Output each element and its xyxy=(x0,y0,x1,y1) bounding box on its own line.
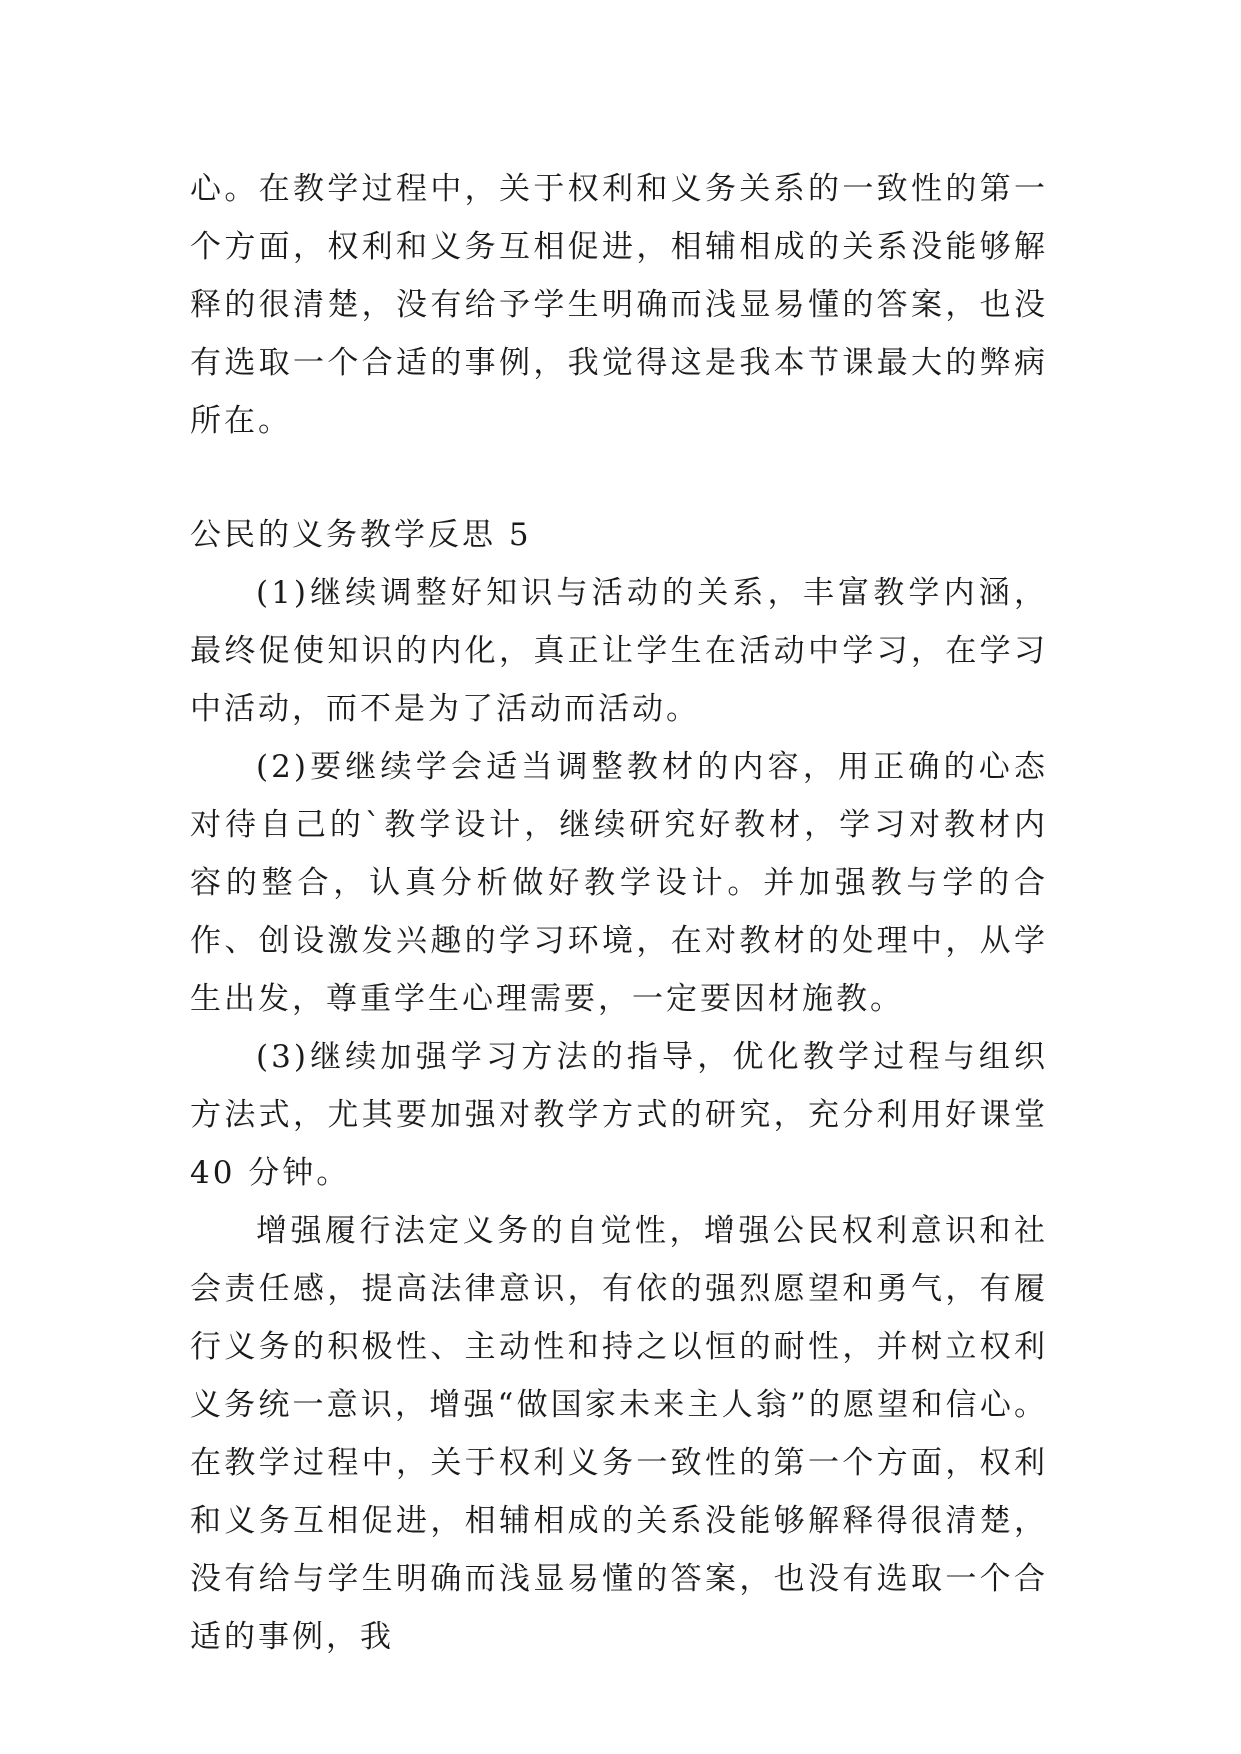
section-heading: 公民的义务教学反思 5 xyxy=(190,517,532,553)
paragraph-2: (2)要继续学会适当调整教材的内容，用正确的心态对待自己的`教学设计，继续研究好教材，学习对教材内容的整合，认真分析做好教学设计。并加强教与学的合作、创设激发兴趣的学习环境，在对教材的处理中，从学生出发，尊重学生心理需要，一定要因材施教。 xyxy=(190,749,1048,1017)
paragraph-3: (3)继续加强学习方法的指导，优化教学过程与组织方法式，尤其要加强对教学方式的研究，充分利用好课堂 40 分钟。 xyxy=(190,1039,1048,1191)
document-body xyxy=(190,160,1048,1666)
section-gap xyxy=(190,450,1048,506)
intro-paragraph: 心。在教学过程中，关于权利和义务关系的一致性的第一个方面，权利和义务互相促进，相辅相成的关系没能够解释的很清楚，没有给予学生明确而浅显易懂的答案，也没有选取一个合适的事例，我觉得这是我本节课最大的弊病所在。 xyxy=(190,171,1048,439)
paragraph-1: (1)继续调整好知识与活动的关系，丰富教学内涵，最终促使知识的内化，真正让学生在活动中学习，在学习中活动，而不是为了活动而活动。 xyxy=(190,575,1048,727)
paragraph-4: 增强履行法定义务的自觉性，增强公民权利意识和社会责任感，提高法律意识，有依的强烈愿望和勇气，有履行义务的积极性、主动性和持之以恒的耐性，并树立权利义务统一意识，增强“做国家未来主人翁”的愿望和信心。在教学过程中，关于权利义务一致性的第一个方面，权利和义务互相促进，相辅相成的关系没能够解释得很清楚，没有给与学生明确而浅显易懂的答案，也没有选取一个合适的事例，我 xyxy=(190,1213,1048,1655)
